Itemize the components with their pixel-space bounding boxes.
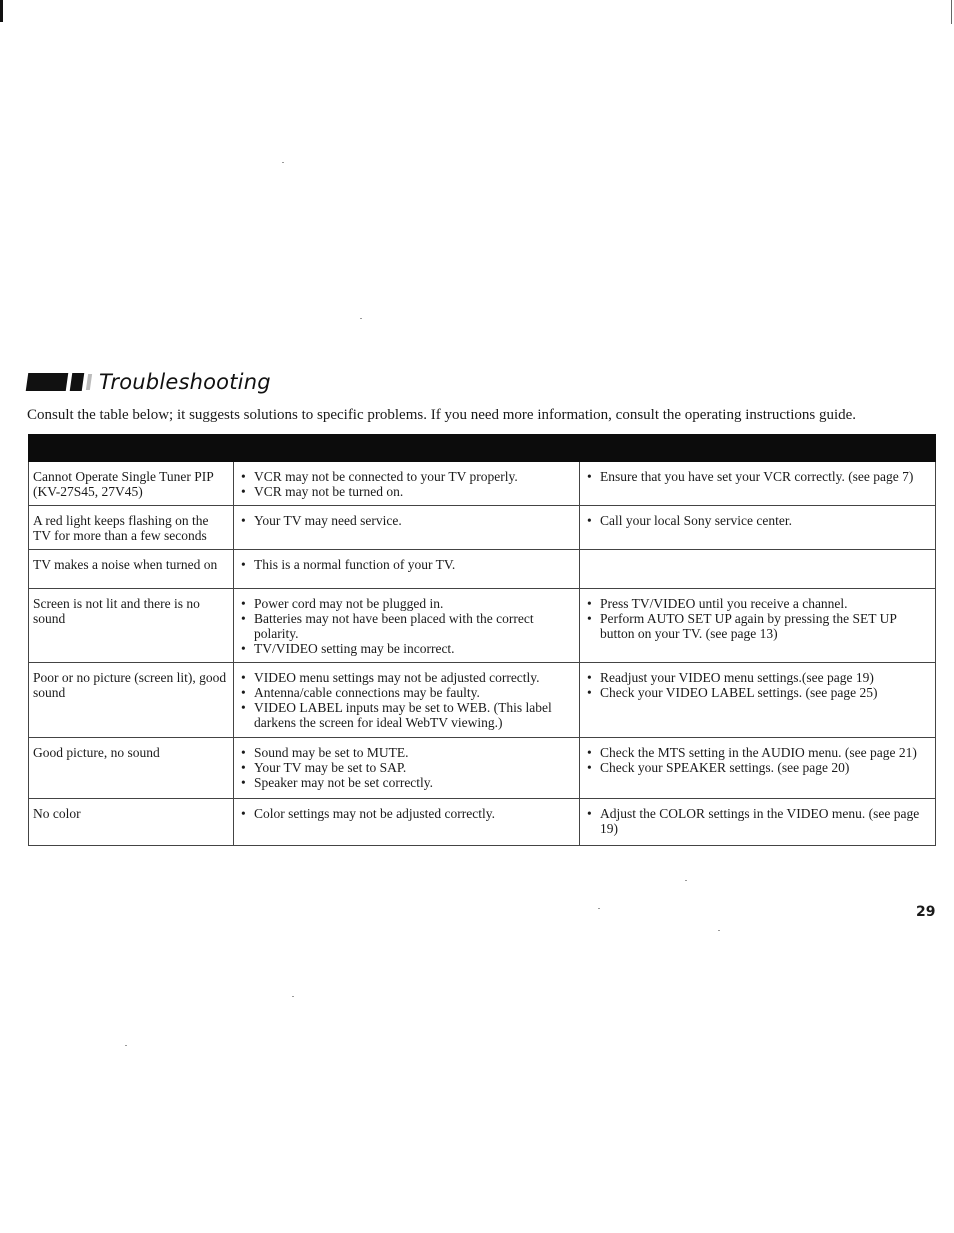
cause-item: • Color settings may not be adjusted correctly. bbox=[254, 806, 575, 821]
cause-item: • Antenna/cable connections may be faulty. bbox=[254, 685, 575, 700]
header-cell-cause bbox=[234, 435, 580, 462]
cause-cell bbox=[234, 550, 580, 589]
problem-text: Cannot Operate Single Tuner PIP (KV-27S45, 27V45) bbox=[33, 469, 214, 499]
heading-bars-icon bbox=[27, 373, 91, 391]
solution-item: • Call your local Sony service center. bbox=[600, 513, 931, 528]
problem-text: Good picture, no sound bbox=[33, 745, 160, 760]
table-row bbox=[29, 738, 936, 799]
solution-cell bbox=[580, 462, 936, 506]
solution-cell bbox=[580, 663, 936, 738]
section-heading bbox=[27, 370, 271, 394]
page-number: 29 bbox=[916, 904, 936, 920]
solution-item: • Perform AUTO SET UP again by pressing the SET UP button on your TV. (see page 13) bbox=[600, 611, 931, 641]
problem-cell bbox=[29, 799, 234, 846]
cause-list bbox=[238, 670, 575, 730]
scan-speck bbox=[598, 908, 600, 909]
scan-edge-mark-right bbox=[951, 0, 952, 24]
solution-item: • Ensure that you have set your VCR correctly. (see page 7) bbox=[600, 469, 931, 484]
problem-text: A red light keeps flashing on the TV for more than a few seconds bbox=[33, 513, 209, 543]
problem-cell bbox=[29, 738, 234, 799]
cause-item: • TV/VIDEO setting may be incorrect. bbox=[254, 641, 575, 656]
table-header-row bbox=[29, 435, 936, 462]
solution-item: • Adjust the COLOR settings in the VIDEO menu. (see page 19) bbox=[600, 806, 931, 836]
cause-item: • Sound may be set to MUTE. bbox=[254, 745, 575, 760]
cause-item: • This is a normal function of your TV. bbox=[254, 557, 575, 572]
intro-paragraph: Consult the table below; it suggests solutions to specific problems. If you need more information, consult the operating instructions guide. bbox=[27, 407, 857, 423]
solution-item: • Check your SPEAKER settings. (see page 20) bbox=[600, 760, 931, 775]
table-row bbox=[29, 550, 936, 589]
problem-cell bbox=[29, 506, 234, 550]
cause-item: • Batteries may not have been placed with the correct polarity. bbox=[254, 611, 575, 641]
cause-list bbox=[238, 596, 575, 656]
solution-list bbox=[584, 745, 931, 775]
scan-speck bbox=[718, 930, 720, 931]
solution-item: • Check the MTS setting in the AUDIO menu. (see page 21) bbox=[600, 745, 931, 760]
table-row bbox=[29, 506, 936, 550]
cause-list bbox=[238, 557, 575, 572]
cause-cell bbox=[234, 663, 580, 738]
table-row bbox=[29, 462, 936, 506]
problem-text: Screen is not lit and there is no sound bbox=[33, 596, 200, 626]
problem-cell bbox=[29, 589, 234, 663]
cause-item: • Your TV may need service. bbox=[254, 513, 575, 528]
page-title: Troubleshooting bbox=[99, 370, 271, 394]
cause-list bbox=[238, 469, 575, 499]
cause-list bbox=[238, 745, 575, 790]
scan-speck bbox=[292, 996, 294, 997]
troubleshooting-table bbox=[28, 434, 936, 846]
cause-item: • Your TV may be set to SAP. bbox=[254, 760, 575, 775]
solution-list bbox=[584, 670, 931, 700]
problem-cell bbox=[29, 663, 234, 738]
scan-speck bbox=[360, 318, 362, 319]
scan-speck bbox=[685, 880, 687, 881]
solution-list bbox=[584, 513, 931, 528]
solution-item: • Readjust your VIDEO menu settings.(see page 19) bbox=[600, 670, 931, 685]
cause-cell bbox=[234, 506, 580, 550]
problem-cell bbox=[29, 550, 234, 589]
solution-cell bbox=[580, 799, 936, 846]
solution-cell bbox=[580, 550, 936, 589]
table-row bbox=[29, 663, 936, 738]
table-row bbox=[29, 799, 936, 846]
cause-item: • Power cord may not be plugged in. bbox=[254, 596, 575, 611]
problem-text: No color bbox=[33, 806, 81, 821]
solution-list bbox=[584, 469, 931, 484]
cause-item: • VIDEO menu settings may not be adjusted correctly. bbox=[254, 670, 575, 685]
table-row bbox=[29, 589, 936, 663]
solution-item: • Check your VIDEO LABEL settings. (see page 25) bbox=[600, 685, 931, 700]
solution-cell bbox=[580, 589, 936, 663]
scan-speck bbox=[125, 1045, 127, 1046]
cause-list bbox=[238, 806, 575, 821]
cause-cell bbox=[234, 799, 580, 846]
problem-text: TV makes a noise when turned on bbox=[33, 557, 218, 572]
cause-list bbox=[238, 513, 575, 528]
cause-cell bbox=[234, 462, 580, 506]
header-cell-problem bbox=[29, 435, 234, 462]
scan-edge-mark-left bbox=[0, 0, 3, 22]
problem-text: Poor or no picture (screen lit), good sound bbox=[33, 670, 227, 700]
problem-cell bbox=[29, 462, 234, 506]
table-body bbox=[29, 462, 936, 846]
cause-cell bbox=[234, 589, 580, 663]
solution-cell bbox=[580, 506, 936, 550]
cause-item: • VCR may not be connected to your TV properly. bbox=[254, 469, 575, 484]
solution-cell bbox=[580, 738, 936, 799]
cause-cell bbox=[234, 738, 580, 799]
cause-item: • Speaker may not be set correctly. bbox=[254, 775, 575, 790]
header-cell-solution bbox=[580, 435, 936, 462]
solution-list bbox=[584, 806, 931, 836]
cause-item: • VIDEO LABEL inputs may be set to WEB. (This label darkens the screen for ideal WebTV viewing.) bbox=[254, 700, 575, 730]
solution-list bbox=[584, 596, 931, 641]
cause-item: • VCR may not be turned on. bbox=[254, 484, 575, 499]
solution-item: • Press TV/VIDEO until you receive a channel. bbox=[600, 596, 931, 611]
scan-speck bbox=[282, 162, 284, 163]
